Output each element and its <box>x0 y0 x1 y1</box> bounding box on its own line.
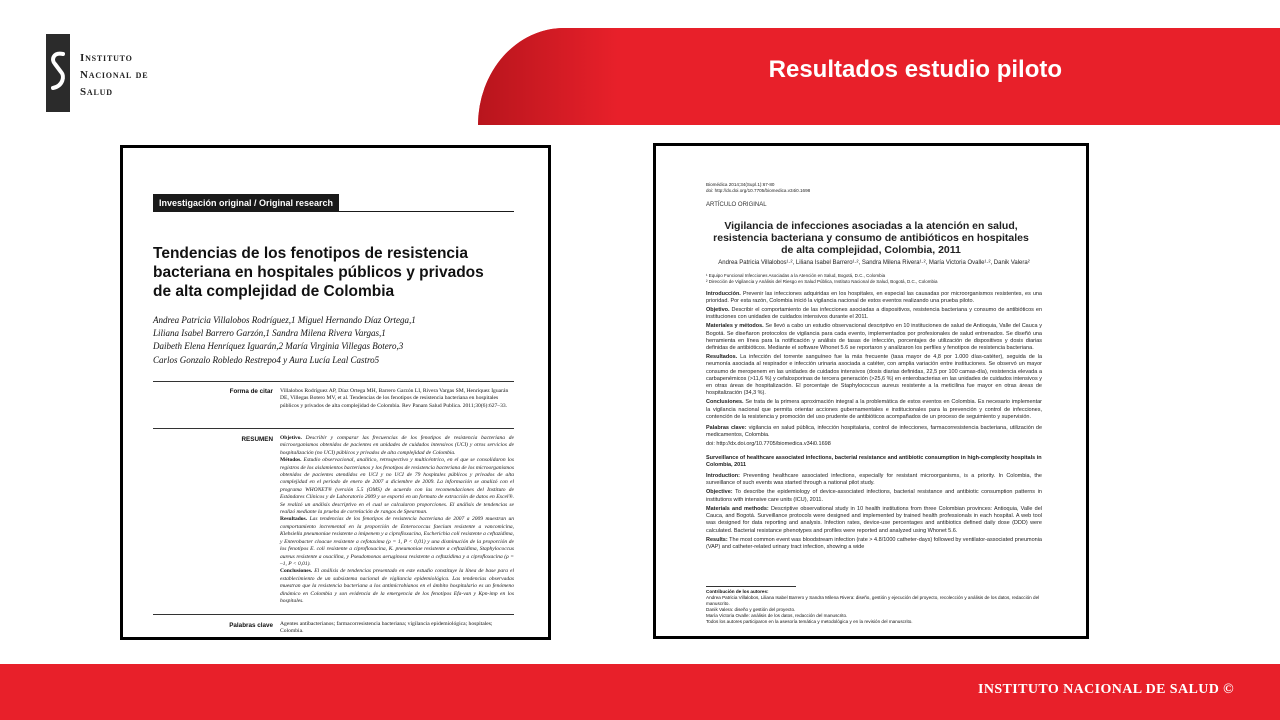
paper-left-image <box>120 145 551 640</box>
paper1-divider <box>153 381 514 382</box>
paper2-journal-ref: Biomédica 2014;34(Supl.1):67-80 <box>706 182 775 187</box>
paper1-author-line: Andrea Patricia Villalobos Rodríguez,1 Miguel Hernando Díaz Ortega,1 <box>153 315 416 325</box>
paper2-paragraph <box>706 399 1042 421</box>
abstract-text: El análisis de tendencias presentado en este estudio constituye la línea de base para el establecimiento de un subsistema nacional de vigilancia epidemiológica. Las tendencias observadas muestran que la resistencia bacteriana a los antimicrobianos en el ámbito hospitalario es un fenómeno dinámico en Colombia y son evidencia de la emergencia de los fenotipos Efa-van y Kpn-imp en los hospitales. <box>280 568 514 604</box>
paper1-divider <box>153 614 514 615</box>
slide-title: Resultados estudio piloto <box>768 56 1062 83</box>
paper1-author-line: Daibeth Elena Henríquez Iguarán,2 María Virginia Villegas Botero,3 <box>153 341 404 352</box>
paper1-section-tag: Investigación original / Original research <box>153 194 339 212</box>
paper2-doi-top: doi: http://dx.doi.org/10.7705/biomedica.v34i0.1698 <box>706 188 811 194</box>
paper2-contrib-line: María Victoria Ovalle: análisis de los datos, redacción del manuscrito. <box>706 613 848 618</box>
paper2-heading: Objective: <box>706 489 733 496</box>
paper2-title: Vigilancia de infecciones asociadas a la atención en salud, resistencia bacteriana y consumo de antibióticos en hospitales de alta complejidad, Colombia, 2011 <box>713 219 1029 256</box>
paper2-contributions <box>706 586 1042 625</box>
paper2-heading: Results: <box>706 536 728 543</box>
footer-bar <box>0 664 1280 720</box>
logo-line-3: Salud <box>80 86 113 98</box>
logo-line-2: Nacional de <box>80 69 149 81</box>
paper2-heading: Materials and methods: <box>706 505 769 512</box>
paper2-text: To describe the epidemiology of device-associated infections, bacterial resistance and antibiotic consumption patterns in institutions with intensive care units (ICU), 2011. <box>706 489 1042 503</box>
paper2-text: vigilancia en salud pública, infección hospitalaria, control de infecciones, farmacorresistencia bacteriana, utilización de medicamentos, Colombia. <box>706 425 1043 439</box>
paper2-paragraph <box>706 323 1042 352</box>
paper2-paragraph <box>706 473 1042 487</box>
paper2-paragraph <box>706 506 1042 535</box>
paper2-text: The most common event was bloodstream infection (rate > 4.8/1000 catheter-days) followed by ventilator-associated pneumonia (VAP) and catheter-related urinary tract infection, showing a wide <box>706 536 1042 550</box>
paper2-heading: Introduction: <box>706 473 740 480</box>
paper2-text: Prevenir las infecciones adquiridas en los hospitales, en especial las causadas por microorganismos resistentes, es una prioridad. Por esta razón, Colombia inició la vigilancia nacional de estos eventos realizando una prueba piloto. <box>706 290 1042 304</box>
paper-right-image <box>653 143 1089 639</box>
footer-copyright: INSTITUTO NACIONAL DE SALUD © <box>978 682 1234 697</box>
abstract-heading: Conclusiones. <box>280 568 313 575</box>
paper2-text: Preventing healthcare associated infections, especially for resistant microorganisms, is a priority. In Colombia, the surveillance of such events was started through a national pilot study. <box>706 473 1042 487</box>
abstract-heading: Métodos. <box>280 457 302 464</box>
paper2-contrib-line: Todos los autores participaron en la asesoría temática y metodológica y en la revisión del manuscrito. <box>706 619 913 624</box>
paper2-contrib-line: Danik Valera: diseño y gestión del proyecto. <box>706 607 796 612</box>
paper2-heading: Palabras clave: <box>706 425 747 432</box>
paper2-english-title: Surveillance of healthcare associated infections, bacterial resistance and antibiotic consumption in high-complexity hospitals in Colombia, 2011 <box>706 454 1042 468</box>
paper1-author-line: Liliana Isabel Barrero Garzón,1 Sandra Milena Rivera Vargas,1 <box>153 328 386 339</box>
paper2-paragraph <box>706 307 1042 321</box>
abstract-text: Describir y comparar las frecuencias de los fenotipos de resistencia bacteriana de microorganismos obtenidos de pacientes en unidades de cuidados intensivos (UCI) y otros servicios de hospitalización (no UCI) públicos y privados de alta complejidad de Colombia. <box>280 435 514 456</box>
paper1-keywords-label: Palabras clave <box>229 622 273 629</box>
paper1-authors <box>153 314 493 367</box>
paper1-divider <box>153 428 514 429</box>
paper1-title: Tendencias de los fenotipos de resistencia bacteriana en hospitales públicos y privados de alta complejidad de Colombia <box>153 245 484 300</box>
paper2-heading: Objetivo. <box>706 307 730 314</box>
paper1-cite-label: Forma de citar <box>229 388 273 395</box>
paper2-authors: Andrea Patricia Villalobos¹·², Liliana Isabel Barrero¹·², Sandra Milena Rivera¹·², María Victoria Ovalle¹·², Danik Valera² <box>718 259 1030 266</box>
paper1-abstract-label: RESUMEN <box>241 436 273 443</box>
paper2-heading: Conclusiones. <box>706 399 744 406</box>
paper2-heading: Materiales y métodos. <box>706 323 764 330</box>
paper2-text: La infección del torrente sanguíneo fue la más frecuente (tasa mayor de 4,8 por 1.000 días-catéter), seguida de la neumonía asociada al respirador e infección urinaria asociada a catéter, con amplia variación entre instituciones. Se observó un mayor consumo de meropenem en las unidades de cuidados intensivos (dosis diarias definidas, 22,5 por 100 camas-día), resistencia elevada a carbapenémicos (>11,6 %) y cefalosporinas de tercera generación (>25,6 %) en enterobacterias en las unidades de cuidados intensivos y en otras áreas de hospitalización. El porcentaje de Staphylococcus aureus resistente a la meticilina fue mayor en otras áreas de hospitalización (34,3 %). <box>706 354 1042 397</box>
paper1-abstract <box>280 435 514 605</box>
abstract-heading: Objetivo. <box>280 435 302 441</box>
paper2-section-label: ARTÍCULO ORIGINAL <box>706 202 767 209</box>
abstract-text: Estudio observacional, analítico, retrospectivo y multicéntrico, en el que se consolidaron los registros de los aislamientos bacterianos y los fenotipos de resistencia bacteriana de los microorganismos obtenidos de pacientes atendidos en UCI y no UCI de 79 hospitales públicos y privados de alta complejidad en el periodo de enero de 2007 a diciembre de 2009. La información se analizó con el programa WHONET® (versión 5.5 (OMS) de acuerdo con las recomendaciones del Instituto de Estándares Clínicos y de Laboratorio 2009 y se exportó en un formato de extracción de datos en Excel®. Se realizó un análisis descriptivo en el cual se calcularon proporciones. El análisis de tendencias se realizó mediante la prueba de correlación de rangos de Spearman. <box>280 457 515 516</box>
abstract-text: Las tendencias de los fenotipos de resistencia bacteriana de 2007 a 2009 muestran un comportamiento incremental en la proporción de Enterococcus faecium resistente a vancomicina, Klebsiella pneumoniae resistente a imipenem y a ciprofloxacina, Escherichia coli resistente a ceftazidima, y Enterobacter cloacae resistente a cefotaxima (ρ = 1, P < 0,01) y una disminución de la proporción de los fenotipos E. coli resistente a ciprofloxacina, K. pneumoniae resistente a ceftazidima, Staphylococcus aureus resistente a oxacilina, y Pseudomonas aeruginosa resistente a ceftazidima y a ciprofloxacina (ρ = –1, P < 0,01). <box>280 516 515 567</box>
paper1-cite-text: Villalobos Rodríguez AP, Díaz Ortega MH, Barrero Garzón LI, Rivera Vargas SM, Henríquez Iguarán DE, Villegas Botero MV, et al. Tendencias de los fenotipos de resistencia bacteriana en hospitales públicos y privados de alta complejidad de Colombia. Rev Panam Salud Publica. 2011;30(6):627–33. <box>280 388 509 409</box>
paper2-affiliation: ² Dirección de Vigilancia y Análisis del Riesgo en Salud Pública, Instituto Nacional de Salud, Bogotá, D.C., Colombia <box>706 278 938 284</box>
paper1-author-line: Carlos Gonzalo Robledo Restrepo4 y Aura Lucía Leal Castro5 <box>153 354 380 365</box>
paper2-contrib-heading: Contribución de los autores: <box>706 589 769 594</box>
paper2-body <box>706 182 1042 551</box>
logo-line-1: Instituto <box>80 52 133 64</box>
paper2-affiliations <box>706 273 1042 285</box>
paper2-paragraph <box>706 291 1042 305</box>
paper2-paragraph <box>706 537 1042 551</box>
paper2-doi: doi: http://dx.doi.org/10.7705/biomedica.v34i0.1698 <box>706 441 831 448</box>
paper2-affiliation: ¹ Equipo Funcional Infecciones Asociadas a la Atención en Salud, Bogotá, D.C., Colombia <box>706 273 886 279</box>
abstract-heading: Resultados. <box>280 516 308 523</box>
paper2-text: Describir el comportamiento de las infecciones asociadas a dispositivos, resistencia bacteriana y consumo de antibióticos en instituciones con unidades de cuidados intensivos durante el 2011. <box>706 307 1043 321</box>
paper2-text: Se llevó a cabo un estudio observacional descriptivo en 10 instituciones de salud de Antioquia, Valle del Cauca y Bogotá. Se diseñaron protocolos de vigilancia para cada evento, implementados por profesionales de salud entrenados. Se diseñó una herramienta en línea para la notificación y análisis de tasas de infección, porcentajes de utilización de dispositivos y dosis diarias definidas de antibióticos. Mediante el software Whonet 5.6 se reportaron y analizaron los perfiles y fenotipos de resistencia bacteriana. <box>706 323 1043 352</box>
paper2-heading: Resultados. <box>706 354 738 361</box>
paper2-footnote-rule <box>706 586 796 587</box>
paper2-contrib-line: Andrea Patricia Villalobos, Liliana Isabel Barrero y Sandra Milena Rivera: diseño, gestión y ejecución del proyecto, recolección y análisis de los datos, redacción del manuscrito. <box>706 595 1040 606</box>
paper2-paragraph <box>706 425 1042 439</box>
paper2-heading: Introducción. <box>706 290 741 297</box>
paper1-keywords: Agentes antibacterianos; farmacorresistencia bacteriana; vigilancia epidemiológica; hospitales; Colombia. <box>280 621 493 635</box>
paper2-paragraph <box>706 354 1042 397</box>
paper2-paragraph <box>706 489 1042 503</box>
paper2-text: Descriptive observational study in 10 health institutions from three Colombian provinces: Antioquia, Valle del Cauca, and Bogotá. Surveillance protocols were designed and implemented by trained health professionals in each hospital. A web tool was designed for data reporting and analysis. Infection rates, device-use percentages and antibiotics defined daily dose (DDD) were calculated. Bacterial resistance phenotypes and profiles were reported and analyzed using Whonet 5.6. <box>706 505 1042 534</box>
paper2-text: Se trata de la primera aproximación integral a la problemática de estos eventos en Colombia. Es necesario implementar la vigilancia nacional que permita orientar acciones gubernamentales e institucionales para la prevención y control de infecciones, contención de la resistencia y promoción del uso prudente de antibióticos acompañados de un proceso de seguimiento y supervisión. <box>706 399 1043 420</box>
paper1-tag-rule <box>339 211 514 212</box>
